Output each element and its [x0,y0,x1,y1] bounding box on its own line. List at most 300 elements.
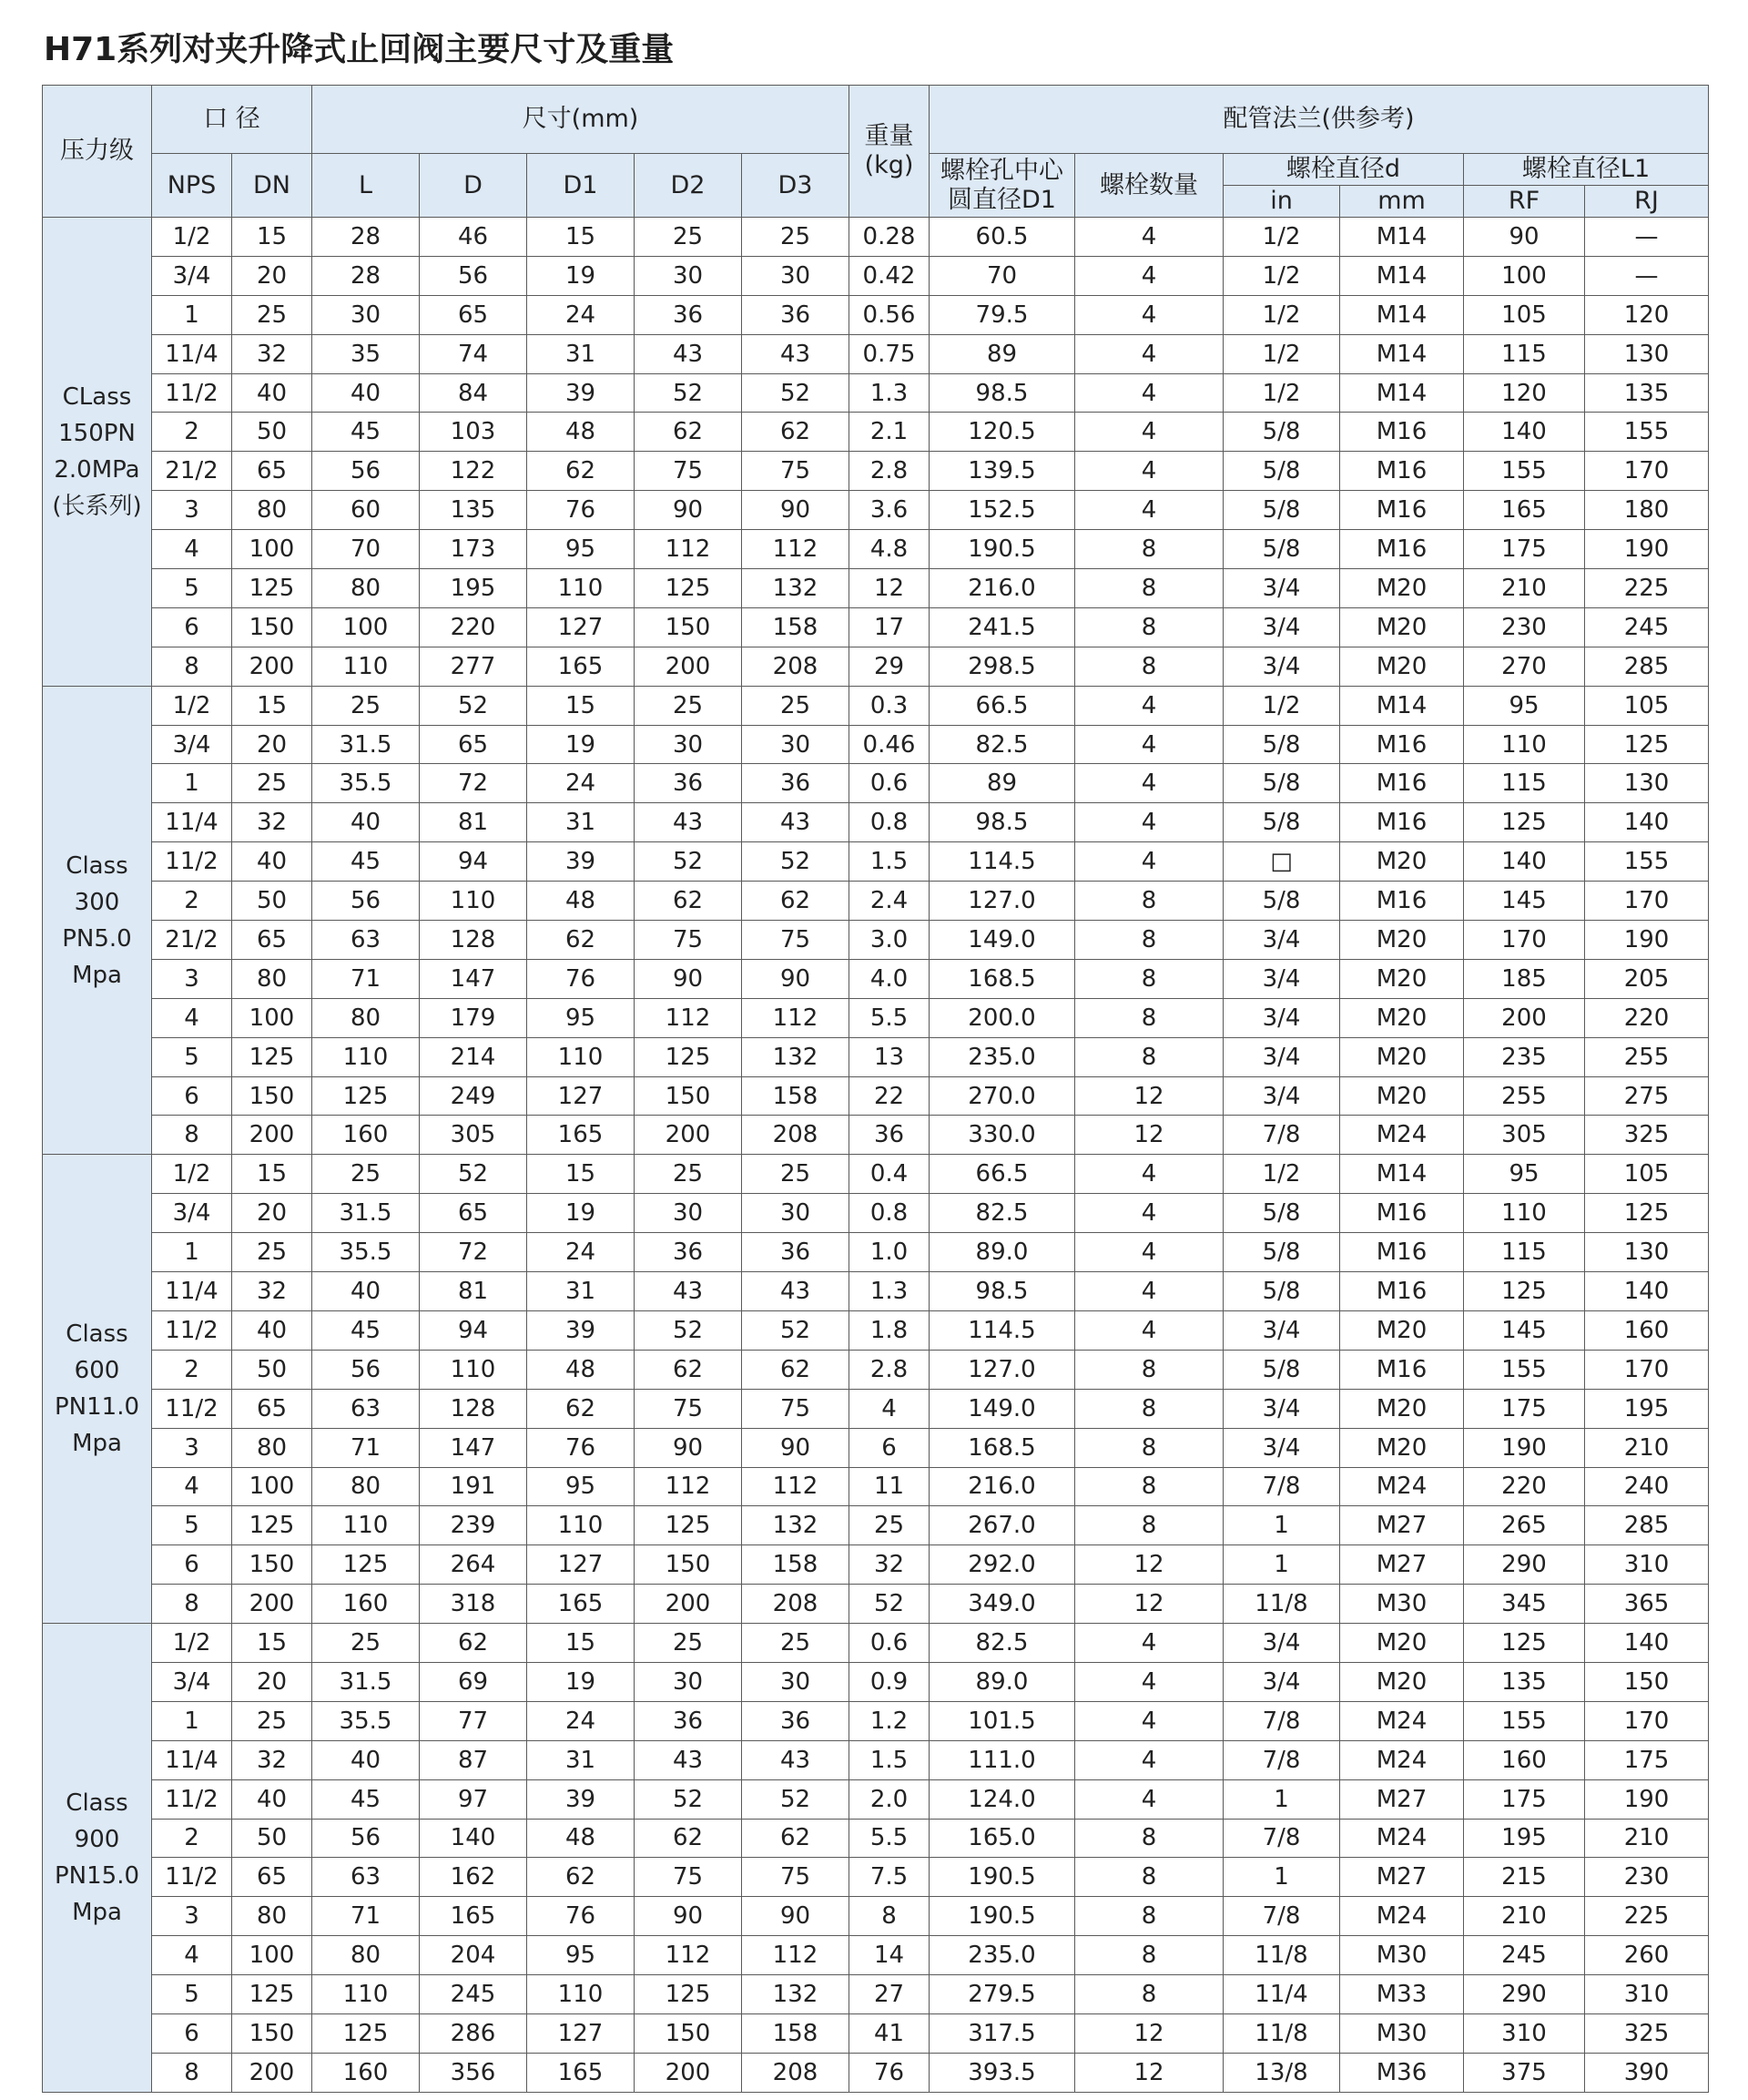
cell-l: 63 [312,1858,420,1897]
cell-l: 71 [312,959,420,998]
cell-d2: 200 [635,1116,742,1155]
table-row [43,1350,1709,1389]
table-row [43,764,1709,803]
cell-d: 52 [420,686,527,725]
cell-d1: 95 [527,1467,635,1506]
cell-nps: 5 [152,1506,232,1545]
cell-weight: 13 [849,1037,930,1076]
header-mm: mm [1340,186,1464,218]
cell-dn: 25 [232,1701,312,1740]
cell-weight: 7.5 [849,1858,930,1897]
cell-l: 56 [312,1819,420,1858]
cell-l: 160 [312,1585,420,1624]
cell-bolt-count: 12 [1075,1076,1224,1116]
cell-d: 179 [420,998,527,1037]
cell-d2: 36 [635,1701,742,1740]
cell-rf: 265 [1464,1506,1585,1545]
cell-bolt-mm: M16 [1340,1272,1464,1311]
cell-d1: 62 [527,1858,635,1897]
cell-d1: 15 [527,218,635,257]
cell-weight: 0.28 [849,218,930,257]
cell-weight: 0.9 [849,1662,930,1701]
cell-d3: 43 [742,1272,849,1311]
cell-d3: 75 [742,1389,849,1428]
cell-l: 31.5 [312,1194,420,1233]
cell-d: 72 [420,1233,527,1272]
cell-bolt-circle: 298.5 [930,647,1075,686]
cell-nps: 1 [152,1701,232,1740]
table-row [43,491,1709,530]
cell-nps: 8 [152,647,232,686]
cell-rj: 190 [1585,921,1709,960]
cell-nps: 6 [152,1545,232,1585]
cell-bolt-in: 7/8 [1224,1701,1340,1740]
cell-d2: 150 [635,1545,742,1585]
cell-rj: 310 [1585,1545,1709,1585]
cell-bolt-count: 8 [1075,1819,1224,1858]
cell-d1: 15 [527,1155,635,1194]
cell-d3: 132 [742,1037,849,1076]
cell-d1: 39 [527,842,635,882]
cell-rj: 205 [1585,959,1709,998]
cell-l: 71 [312,1428,420,1467]
cell-d1: 76 [527,1428,635,1467]
cell-d2: 125 [635,1975,742,2014]
cell-bolt-in: 5/8 [1224,1233,1340,1272]
cell-d1: 127 [527,607,635,647]
cell-bolt-count: 4 [1075,452,1224,491]
cell-d: 81 [420,803,527,842]
header-d1: D1 [527,154,635,218]
cell-d3: 75 [742,452,849,491]
cell-weight: 8 [849,1897,930,1936]
cell-rf: 160 [1464,1740,1585,1779]
cell-d1: 165 [527,2053,635,2092]
cell-d3: 52 [742,373,849,413]
cell-d2: 200 [635,2053,742,2092]
cell-d3: 158 [742,2013,849,2053]
cell-l: 125 [312,1545,420,1585]
cell-dn: 80 [232,491,312,530]
cell-bolt-mm: M20 [1340,1310,1464,1350]
cell-dn: 50 [232,882,312,921]
pressure-class-cell: CLass 150PN 2.0MPa (长系列) [43,218,152,687]
cell-weight: 0.56 [849,295,930,334]
header-bolt-l1: 螺栓直径L1 [1464,154,1709,186]
cell-bolt-count: 8 [1075,1975,1224,2014]
cell-nps: 3 [152,1428,232,1467]
cell-bolt-count: 8 [1075,1936,1224,1975]
cell-weight: 1.5 [849,842,930,882]
cell-bolt-circle: 292.0 [930,1545,1075,1585]
cell-bolt-mm: M14 [1340,373,1464,413]
cell-rj: 390 [1585,2053,1709,2092]
cell-bolt-in: 3/4 [1224,1624,1340,1663]
table-row [43,1545,1709,1585]
cell-d3: 30 [742,1662,849,1701]
cell-nps: 6 [152,607,232,647]
cell-l: 56 [312,452,420,491]
cell-d2: 25 [635,1624,742,1663]
cell-nps: 2 [152,1819,232,1858]
cell-bolt-in: 5/8 [1224,491,1340,530]
table-row [43,334,1709,373]
cell-nps: 1/2 [152,1624,232,1663]
cell-dn: 32 [232,803,312,842]
cell-dn: 80 [232,1428,312,1467]
cell-rj: 125 [1585,725,1709,764]
cell-bolt-circle: 89.0 [930,1662,1075,1701]
cell-bolt-count: 8 [1075,569,1224,608]
cell-d2: 150 [635,1076,742,1116]
cell-rf: 110 [1464,725,1585,764]
cell-bolt-mm: M24 [1340,1467,1464,1506]
cell-weight: 0.6 [849,764,930,803]
cell-bolt-in: 5/8 [1224,725,1340,764]
cell-d1: 76 [527,959,635,998]
cell-bolt-count: 4 [1075,686,1224,725]
cell-bolt-mm: M16 [1340,1194,1464,1233]
cell-l: 160 [312,1116,420,1155]
cell-nps: 11/2 [152,1389,232,1428]
cell-weight: 2.0 [849,1779,930,1819]
cell-bolt-count: 8 [1075,921,1224,960]
cell-bolt-count: 8 [1075,1467,1224,1506]
cell-bolt-circle: 279.5 [930,1975,1075,2014]
cell-d: 195 [420,569,527,608]
cell-bolt-mm: M16 [1340,530,1464,569]
cell-dn: 15 [232,686,312,725]
cell-l: 80 [312,998,420,1037]
cell-bolt-mm: M20 [1340,607,1464,647]
cell-rf: 95 [1464,686,1585,725]
cell-rj: 190 [1585,530,1709,569]
cell-bolt-circle: 200.0 [930,998,1075,1037]
cell-bolt-count: 8 [1075,1428,1224,1467]
header-bore: 口 径 [152,86,312,154]
cell-dn: 200 [232,1585,312,1624]
cell-bolt-mm: M16 [1340,803,1464,842]
cell-d3: 36 [742,1701,849,1740]
cell-rf: 215 [1464,1858,1585,1897]
cell-weight: 3.6 [849,491,930,530]
cell-d: 147 [420,959,527,998]
cell-nps: 1 [152,1233,232,1272]
cell-d1: 110 [527,1975,635,2014]
cell-bolt-count: 8 [1075,1389,1224,1428]
table-row [43,1936,1709,1975]
cell-d: 162 [420,1858,527,1897]
cell-d: 135 [420,491,527,530]
cell-d3: 43 [742,803,849,842]
cell-d1: 48 [527,1819,635,1858]
cell-d: 128 [420,921,527,960]
cell-bolt-count: 12 [1075,1545,1224,1585]
cell-d1: 31 [527,334,635,373]
cell-d2: 75 [635,1389,742,1428]
cell-bolt-count: 8 [1075,998,1224,1037]
cell-l: 40 [312,803,420,842]
cell-rj: 175 [1585,1740,1709,1779]
cell-bolt-circle: 82.5 [930,1624,1075,1663]
cell-dn: 125 [232,569,312,608]
cell-l: 45 [312,1779,420,1819]
cell-d: 110 [420,1350,527,1389]
cell-bolt-count: 4 [1075,256,1224,295]
cell-bolt-circle: 168.5 [930,1428,1075,1467]
cell-d1: 19 [527,1194,635,1233]
cell-l: 125 [312,1076,420,1116]
cell-rf: 125 [1464,803,1585,842]
cell-l: 110 [312,1506,420,1545]
cell-bolt-count: 4 [1075,334,1224,373]
cell-dn: 200 [232,2053,312,2092]
cell-d3: 36 [742,295,849,334]
cell-d3: 62 [742,1819,849,1858]
cell-bolt-count: 8 [1075,959,1224,998]
cell-d3: 132 [742,569,849,608]
cell-rf: 245 [1464,1936,1585,1975]
cell-bolt-circle: 149.0 [930,1389,1075,1428]
cell-d: 318 [420,1585,527,1624]
cell-l: 60 [312,491,420,530]
cell-bolt-count: 4 [1075,218,1224,257]
cell-l: 45 [312,413,420,452]
cell-rf: 175 [1464,1779,1585,1819]
cell-l: 125 [312,2013,420,2053]
cell-d3: 30 [742,1194,849,1233]
cell-rj: 195 [1585,1389,1709,1428]
table-row [43,998,1709,1037]
table-row [43,921,1709,960]
cell-rf: 125 [1464,1624,1585,1663]
cell-d3: 62 [742,882,849,921]
cell-d1: 110 [527,569,635,608]
cell-d: 220 [420,607,527,647]
cell-dn: 40 [232,1310,312,1350]
cell-d1: 76 [527,491,635,530]
cell-d1: 31 [527,1740,635,1779]
cell-d2: 36 [635,295,742,334]
cell-d2: 30 [635,256,742,295]
cell-d: 69 [420,1662,527,1701]
cell-bolt-count: 12 [1075,2013,1224,2053]
cell-d2: 62 [635,413,742,452]
cell-d: 356 [420,2053,527,2092]
cell-bolt-circle: 190.5 [930,530,1075,569]
table-row [43,1076,1709,1116]
table-row [43,1701,1709,1740]
cell-rj: 170 [1585,452,1709,491]
cell-weight: 0.4 [849,1155,930,1194]
cell-bolt-in: 1 [1224,1545,1340,1585]
cell-l: 35 [312,334,420,373]
cell-d: 264 [420,1545,527,1585]
header-bolt-d: 螺栓直径d [1224,154,1464,186]
cell-bolt-circle: 60.5 [930,218,1075,257]
cell-bolt-count: 8 [1075,1037,1224,1076]
cell-d1: 62 [527,1389,635,1428]
cell-weight: 4.0 [849,959,930,998]
cell-d2: 36 [635,764,742,803]
cell-d1: 39 [527,373,635,413]
cell-d: 277 [420,647,527,686]
cell-dn: 50 [232,1819,312,1858]
cell-dn: 25 [232,764,312,803]
cell-d2: 112 [635,998,742,1037]
table-row [43,1389,1709,1428]
table-row [43,1585,1709,1624]
cell-weight: 1.0 [849,1233,930,1272]
cell-dn: 50 [232,1350,312,1389]
cell-rf: 100 [1464,256,1585,295]
cell-nps: 1 [152,764,232,803]
cell-bolt-circle: 165.0 [930,1819,1075,1858]
cell-bolt-mm: M27 [1340,1545,1464,1585]
cell-dn: 32 [232,334,312,373]
cell-d1: 165 [527,1585,635,1624]
cell-nps: 3 [152,959,232,998]
cell-bolt-count: 4 [1075,1779,1224,1819]
cell-bolt-in: 5/8 [1224,764,1340,803]
cell-bolt-count: 4 [1075,1740,1224,1779]
cell-bolt-in: 3/4 [1224,1076,1340,1116]
cell-d1: 24 [527,764,635,803]
cell-weight: 0.8 [849,1194,930,1233]
cell-bolt-in: 3/4 [1224,647,1340,686]
cell-weight: 0.8 [849,803,930,842]
pressure-class-cell: Class 600 PN11.0 Mpa [43,1155,152,1624]
cell-bolt-in: 1 [1224,1858,1340,1897]
cell-bolt-count: 4 [1075,725,1224,764]
cell-d: 122 [420,452,527,491]
cell-d2: 62 [635,1350,742,1389]
cell-rf: 90 [1464,218,1585,257]
cell-rf: 210 [1464,1897,1585,1936]
cell-bolt-circle: 149.0 [930,921,1075,960]
cell-dn: 15 [232,1155,312,1194]
table-row [43,2053,1709,2092]
cell-d2: 52 [635,1779,742,1819]
cell-bolt-count: 4 [1075,1233,1224,1272]
cell-bolt-in: 5/8 [1224,413,1340,452]
table-row [43,647,1709,686]
cell-bolt-circle: 89 [930,334,1075,373]
cell-nps: 11/4 [152,803,232,842]
table-row [43,1897,1709,1936]
cell-bolt-circle: 216.0 [930,1467,1075,1506]
cell-bolt-count: 4 [1075,1701,1224,1740]
cell-bolt-circle: 114.5 [930,1310,1075,1350]
cell-l: 40 [312,1740,420,1779]
cell-l: 56 [312,882,420,921]
cell-d3: 158 [742,607,849,647]
cell-bolt-in: 3/4 [1224,569,1340,608]
table-body [43,218,1709,2093]
cell-dn: 65 [232,1389,312,1428]
cell-weight: 22 [849,1076,930,1116]
cell-l: 40 [312,373,420,413]
header-bolt-count: 螺栓数量 [1075,154,1224,218]
cell-weight: 0.3 [849,686,930,725]
cell-bolt-in: 1/2 [1224,218,1340,257]
cell-bolt-count: 8 [1075,530,1224,569]
header-d3: D3 [742,154,849,218]
cell-d2: 25 [635,218,742,257]
cell-bolt-in: 3/4 [1224,1037,1340,1076]
cell-d2: 90 [635,1897,742,1936]
table-row [43,1467,1709,1506]
cell-bolt-mm: M16 [1340,882,1464,921]
cell-bolt-circle: 111.0 [930,1740,1075,1779]
cell-d1: 48 [527,413,635,452]
header-rf: RF [1464,186,1585,218]
cell-bolt-circle: 120.5 [930,413,1075,452]
cell-rj: 255 [1585,1037,1709,1076]
cell-d2: 112 [635,1936,742,1975]
header-size: 尺寸(mm) [312,86,849,154]
cell-d3: 208 [742,1585,849,1624]
cell-nps: 6 [152,2013,232,2053]
cell-rf: 145 [1464,882,1585,921]
cell-rf: 235 [1464,1037,1585,1076]
cell-d2: 125 [635,1037,742,1076]
cell-d2: 52 [635,842,742,882]
cell-d3: 43 [742,1740,849,1779]
table-row [43,959,1709,998]
cell-dn: 65 [232,452,312,491]
cell-d: 173 [420,530,527,569]
cell-rj: 155 [1585,413,1709,452]
cell-nps: 2 [152,882,232,921]
cell-bolt-mm: M14 [1340,218,1464,257]
cell-bolt-count: 4 [1075,373,1224,413]
cell-rf: 345 [1464,1585,1585,1624]
cell-weight: 41 [849,2013,930,2053]
table-row [43,882,1709,921]
cell-bolt-count: 4 [1075,1310,1224,1350]
cell-bolt-mm: M20 [1340,1662,1464,1701]
table-row [43,1506,1709,1545]
cell-rj: 125 [1585,1194,1709,1233]
cell-rf: 375 [1464,2053,1585,2092]
cell-bolt-circle: 89 [930,764,1075,803]
cell-rf: 110 [1464,1194,1585,1233]
cell-bolt-circle: 190.5 [930,1897,1075,1936]
cell-dn: 150 [232,607,312,647]
cell-d: 87 [420,1740,527,1779]
header-weight: 重量(kg) [849,86,930,218]
cell-bolt-mm: M16 [1340,725,1464,764]
cell-d3: 158 [742,1545,849,1585]
table-row [43,686,1709,725]
cell-bolt-circle: 139.5 [930,452,1075,491]
cell-rj: 160 [1585,1310,1709,1350]
cell-d3: 132 [742,1975,849,2014]
cell-rj: 150 [1585,1662,1709,1701]
cell-bolt-in: 1/2 [1224,1155,1340,1194]
cell-weight: 3.0 [849,921,930,960]
cell-d3: 75 [742,1858,849,1897]
cell-d2: 36 [635,1233,742,1272]
cell-d: 46 [420,218,527,257]
cell-dn: 100 [232,1936,312,1975]
cell-d3: 52 [742,1310,849,1350]
cell-dn: 125 [232,1037,312,1076]
cell-bolt-count: 4 [1075,1194,1224,1233]
cell-rf: 155 [1464,452,1585,491]
cell-weight: 0.75 [849,334,930,373]
